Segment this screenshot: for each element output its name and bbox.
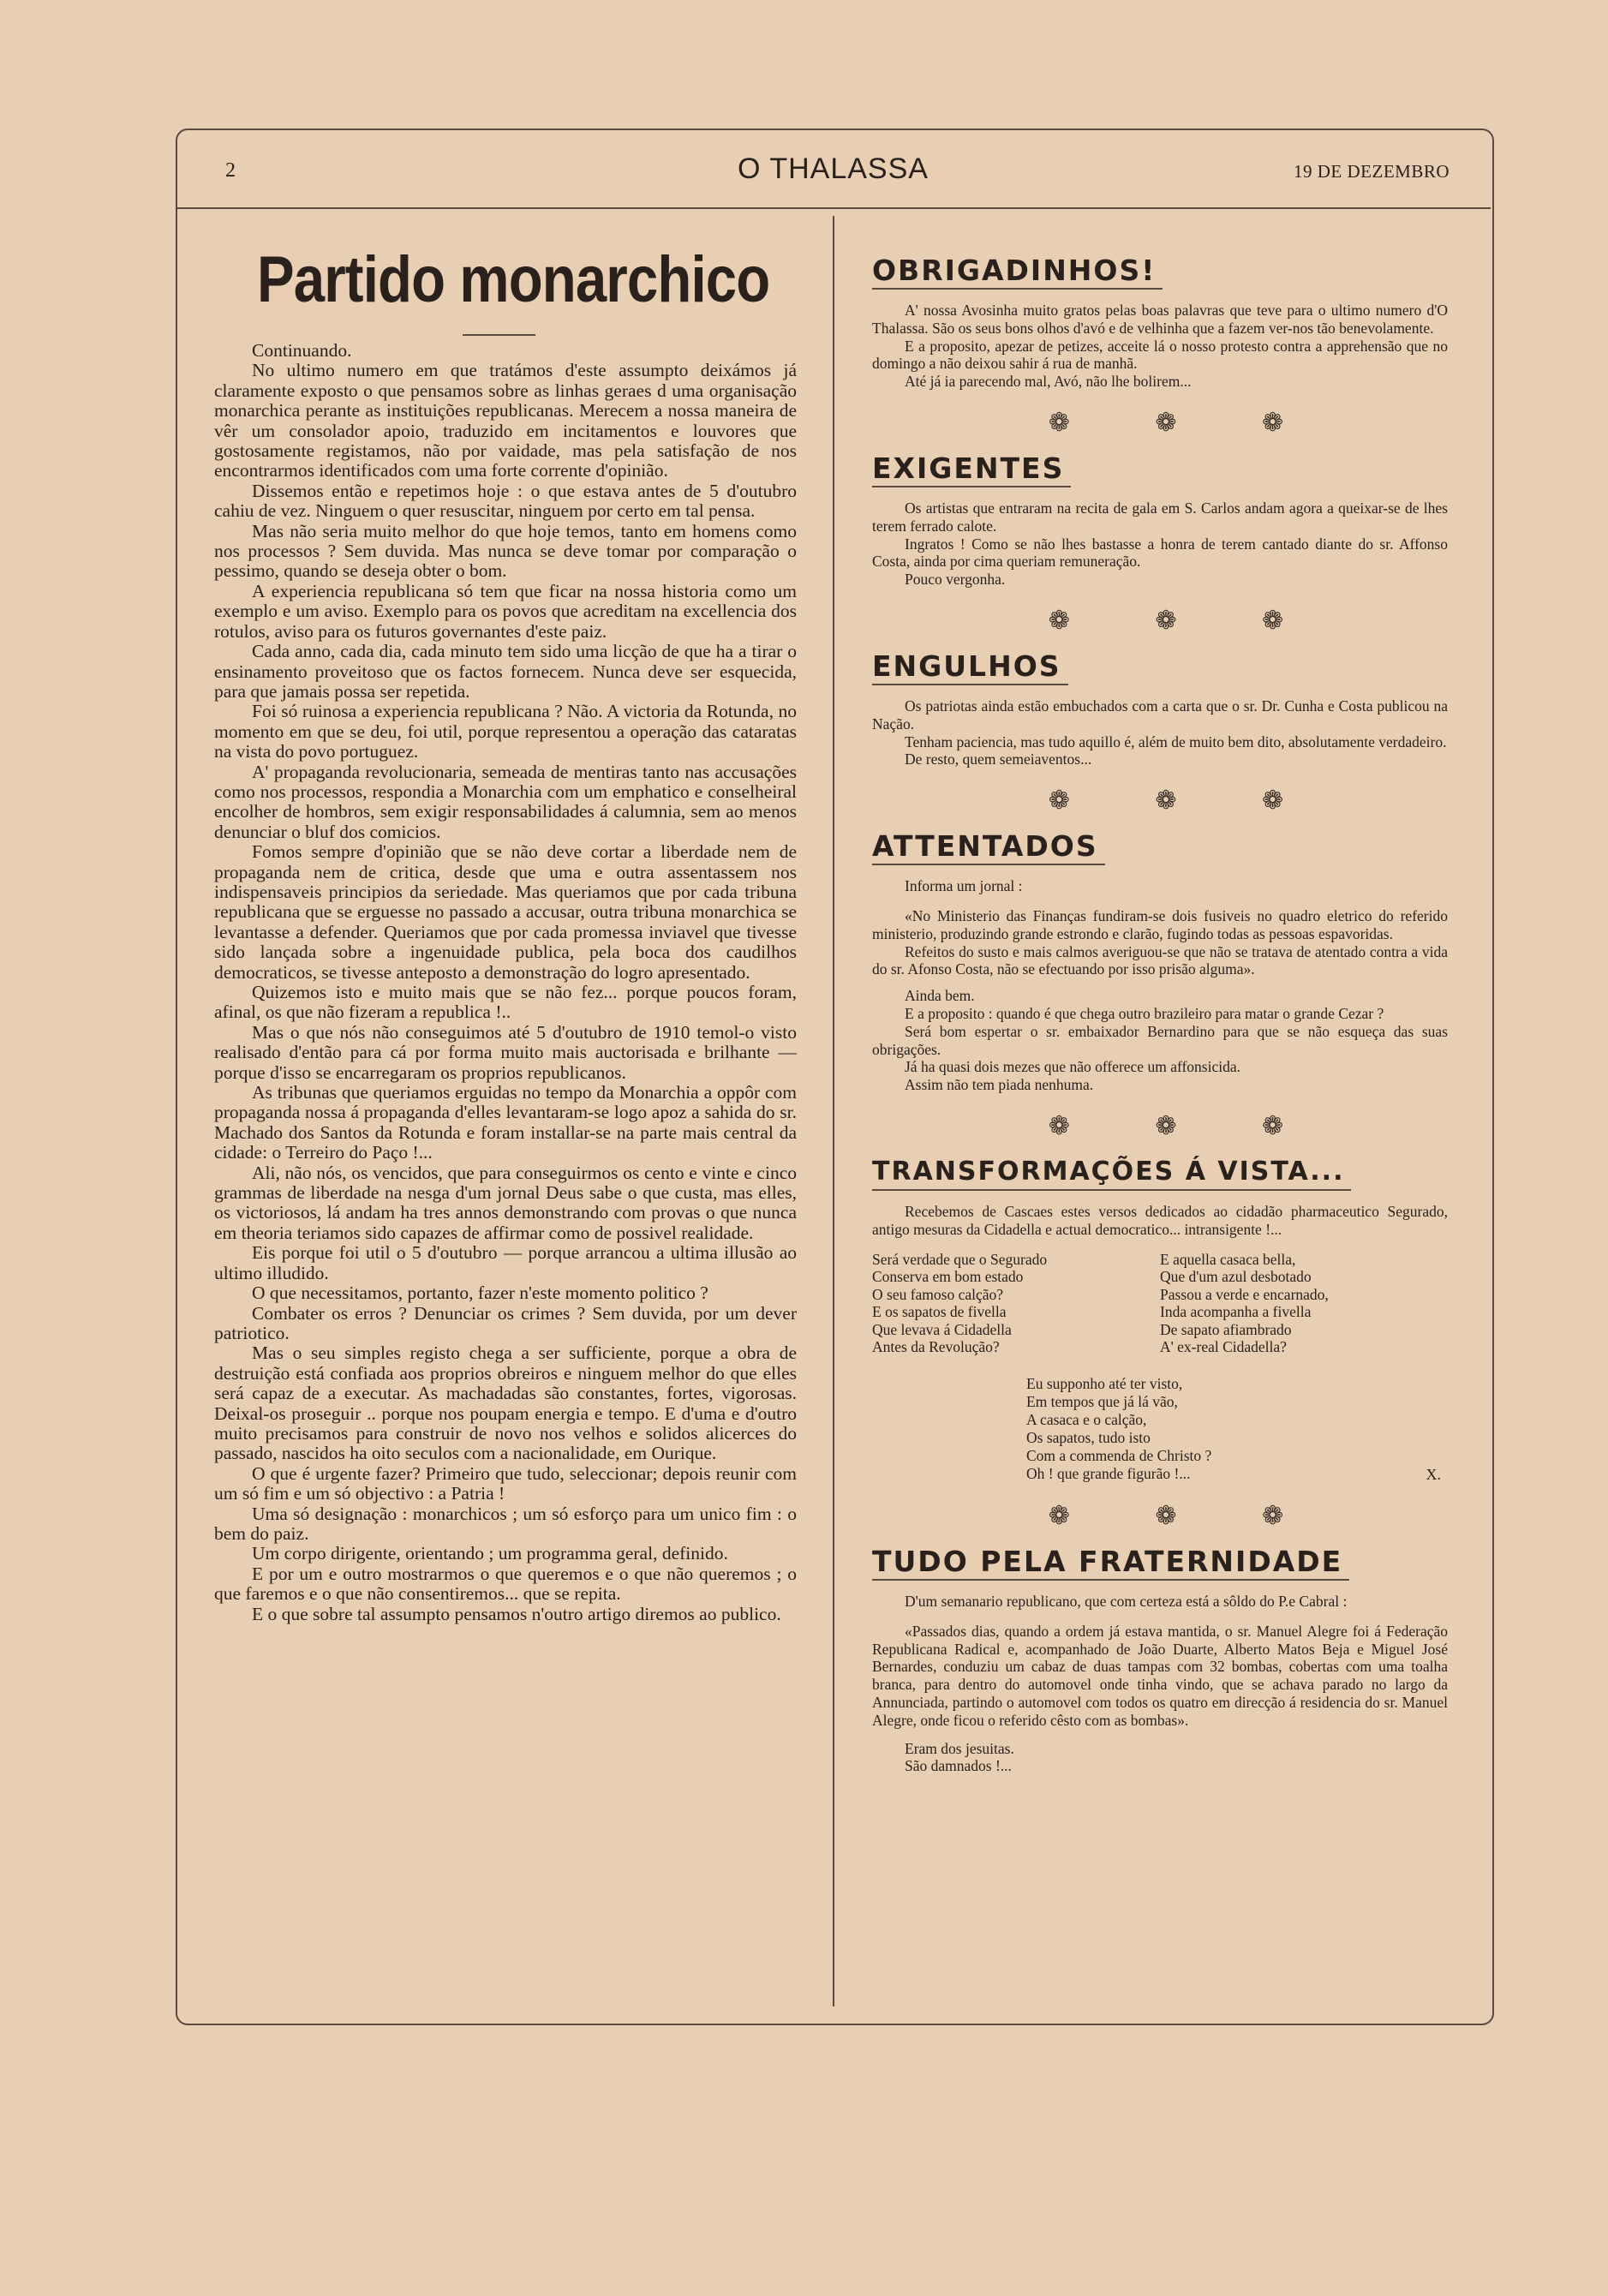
section-paragraph: Os artistas que entraram na recita de gala em S. Carlos andam agora a queixar-se de lhes terem ferrado calote. xyxy=(872,499,1448,535)
section-paragraph: Eram dos jesuitas. xyxy=(905,1739,1014,1757)
article-paragraph: Mas o seu simples registo chega a ser sufficiente, porque a obra de destruição está confiada aos proprios obreiros e ninguem melhor do que elles será capaz de a executar. As machadadas são constantes, fortes, vigorosas. Deixal-os proseguir .. porque nos poupam energia e tempo. E d'uma e d'outro muito precisamos para construir de novo nos velhos e solidos alicerces do passado, nascidos ha oito seculos com a nacionalidade, em Ourique. xyxy=(214,1342,797,1464)
verse-line: Antes da Revolução? xyxy=(872,1338,1000,1356)
article-title: Partido monarchico xyxy=(257,243,770,316)
article-paragraph: Foi só ruinosa a experiencia republicana ? Não. A victoria da Rotunda, no momento em que se deu, foi util, porque representou a operação das cataratas na vista do povo portuguez. xyxy=(214,701,797,762)
section-paragraph: Recebemos de Cascaes estes versos dedicados ao cidadão pharmaceutico Segurado, antigo mesuras da Cidadella e actual democratico... intransigente !... xyxy=(872,1202,1448,1238)
ornament-divider: ❁ ❁ ❁ xyxy=(1048,606,1324,635)
section-paragraph: Já ha quasi dois mezes que não offerece um affonsicida. xyxy=(905,1058,1240,1076)
section-paragraph: Até já ia parecendo mal, Avó, não lhe bolirem... xyxy=(905,373,1192,391)
section-engulhos xyxy=(872,649,1448,768)
section-paragraph: De resto, quem semeiaventos... xyxy=(905,750,1092,768)
ornament-divider: ❁ ❁ ❁ xyxy=(1048,786,1324,816)
title-rule xyxy=(463,334,535,336)
article-paragraph: E o que sobre tal assumpto pensamos n'outro artigo diremos ao publico. xyxy=(252,1603,781,1624)
article-paragraph: A experiencia republicana só tem que ficar na nossa historia como um exemplo e um aviso. Exemplo para os povos que acreditam na excellencia dos rotulos, aviso para os futuros governantes d'este paiz. xyxy=(214,580,797,642)
section-paragraph: Informa um jornal : xyxy=(905,877,1023,895)
section-title: TUDO PELA FRATERNIDADE xyxy=(872,1545,1349,1581)
issue-date: 19 DE DEZEMBRO xyxy=(1294,161,1450,182)
article-body xyxy=(214,341,797,1624)
section-paragraph: D'um semanario republicano, que com certeza está a sôldo do P.e Cabral : xyxy=(905,1593,1348,1611)
verse-line: A' ex-real Cidadella? xyxy=(1160,1338,1287,1356)
verse-line: Que d'um azul desbotado xyxy=(1160,1268,1312,1286)
right-column xyxy=(872,254,1448,2001)
ornament-divider: ❁ ❁ ❁ xyxy=(1048,1502,1324,1531)
section-title: EXIGENTES xyxy=(872,451,1071,487)
section-paragraph: Assim não tem piada nenhuma. xyxy=(905,1076,1094,1094)
article-partido-monarchico xyxy=(214,242,797,2006)
article-paragraph: Uma só designação : monarchicos ; um só esforço para um unico fim : o bem do paiz. xyxy=(214,1503,797,1544)
page-header xyxy=(176,146,1491,209)
section-title: ENGULHOS xyxy=(872,649,1068,685)
article-paragraph: As tribunas que queriamos erguidas no tempo da Monarchia a oppôr com propaganda nossa á propaganda d'elles levantaram-se logo apoz a sahida do sr. Machado dos Santos da Rotunda e foram installar-se na parte mais central da cidade: o Terreiro do Paço !... xyxy=(214,1082,797,1163)
section-attentados xyxy=(872,829,1448,1094)
column-divider xyxy=(833,216,834,2006)
section-paragraph: Refeitos do susto e mais calmos averiguou-se que não se tratava de atentado contra a vida do sr. Afonso Costa, não se efectuando por isso prisão alguma». xyxy=(872,942,1448,978)
article-paragraph: Dissemos então e repetimos hoje : o que estava antes de 5 d'outubro cahiu de vez. Ninguem o quer resuscitar, ninguem por certo em tal pensa. xyxy=(214,480,797,522)
article-paragraph: Cada anno, cada dia, cada minuto tem sido uma licção de que ha a tirar o ensinamento proveitoso que os factos fornecem. Nunca deve ser esquecida, para que jamais possa ser repetida. xyxy=(214,641,797,702)
verse-line: Conserva em bom estado xyxy=(872,1268,1024,1286)
section-fraternidade xyxy=(872,1545,1448,1775)
section-title: ATTENTADOS xyxy=(872,829,1105,865)
verse-right xyxy=(1160,1251,1448,1357)
article-paragraph: Quizemos isto e muito mais que se não fez... porque poucos foram, afinal, os que não fizeram a republica !.. xyxy=(214,982,797,1023)
verse-line: O seu famoso calção? xyxy=(872,1285,1004,1303)
verse-line: Eu supponho até ter visto, xyxy=(1026,1375,1183,1393)
section-paragraph: São damnados !... xyxy=(905,1757,1012,1775)
article-paragraph: E por um e outro mostrarmos o que queremos e o que não queremos ; o que faremos e o que não consentiremos... que se repita. xyxy=(214,1563,797,1605)
verse-line: A casaca e o calção, xyxy=(1026,1411,1147,1429)
article-paragraph: A' propaganda revolucionaria, semeada de mentiras tanto nas accusações como nos processos, respondia a Monarchia com um emphatico e conselheiral encolher de hombros, sem exigir responsabilidades á calumnia, sem ao menos denunciar o bluf dos comicios. xyxy=(214,761,797,842)
article-paragraph: Combater os erros ? Denunciar os crimes ? Sem duvida, por um dever patriotico. xyxy=(214,1302,797,1343)
section-title: OBRIGADINHOS! xyxy=(872,254,1163,290)
section-paragraph: «No Ministerio das Finanças fundiram-se dois fusiveis no quadro eletrico do referido ministerio, produzindo grande estrondo e clarão, fugindo todas as pessoas espavoridas. xyxy=(872,906,1448,942)
section-obrigadinhos xyxy=(872,254,1448,391)
verse-signature: X. xyxy=(1426,1466,1441,1484)
section-paragraph: E a proposito : quando é que chega outro brazileiro para matar o grande Cezar ? xyxy=(905,1004,1384,1022)
article-paragraph: O que necessitamos, portanto, fazer n'este momento politico ? xyxy=(252,1283,708,1304)
verse-line: E aquella casaca bella, xyxy=(1160,1250,1296,1268)
section-paragraph: Ingratos ! Como se não lhes bastasse a honra de terem cantado diante do sr. Affonso Costa, ainda por cima queriam remuneração. xyxy=(872,535,1448,571)
verse-line: Em tempos que já lá vão, xyxy=(1026,1393,1178,1411)
masthead: O THALASSA xyxy=(738,152,929,185)
verse-left xyxy=(872,1251,1160,1357)
article-paragraph: Eis porque foi util o 5 d'outubro — porque arrancou a ultima illusão ao ultimo illudido. xyxy=(214,1242,797,1283)
article-paragraph: Um corpo dirigente, orientando ; um programma geral, definido. xyxy=(252,1543,728,1564)
verse-line: Com a commenda de Christo ? xyxy=(1026,1447,1212,1465)
section-paragraph: A' nossa Avosinha muito gratos pelas boas palavras que teve para o ultimo numero d'O Thalassa. São os seus bons olhos d'avó e de velhinha que a fazem ver-nos tão benevolamente. xyxy=(872,302,1448,337)
article-paragraph: Ali, não nós, os vencidos, que para conseguirmos os cento e vinte e cinco grammas de liberdade na nesga d'um jornal Deus sabe o que custa, mas elles, os victoriosos, lá andam ha tres annos demonstrando com provas o que nunca em theoria teriamos sido capazes de affirmar como de possivel realidade. xyxy=(214,1162,797,1243)
section-exigentes xyxy=(872,451,1448,589)
section-paragraph: Será bom espertar o sr. embaixador Bernardino para que se não esqueça das suas obrigações. xyxy=(872,1022,1448,1058)
article-paragraph: Mas não seria muito melhor do que hoje temos, tanto em homens como nos processos ? Sem duvida. Mas nunca se deve tomar por comparação o pessimo, quando se deseja obter o bom. xyxy=(214,520,797,582)
section-paragraph: «Passados dias, quando a ordem já estava mantida, o sr. Manuel Alegre foi á Federação Republicana Radical e, acompanhado de João Duarte, Alberto Matos Beja e Miguel José Bernardes, conduziu um cabaz de duas tampas com 32 bombas, cobertas com uma toalha branca, para dentro do automovel onde tinha vindo, que se achava parado no largo da Annunciada, partindo o automovel com todos os quatro em direcção á residencia do sr. Manuel Alegre, onde ficou o referido cêsto com as bombas». xyxy=(872,1622,1448,1729)
ornament-divider: ❁ ❁ ❁ xyxy=(1048,408,1324,437)
verse-stanzas xyxy=(872,1251,1448,1357)
section-paragraph: E a proposito, apezar de petizes, acceite lá o nosso protesto contra a apprehensão que no domingo a não deixou sahir á rua de manhã. xyxy=(872,337,1448,373)
section-paragraph: Os patriotas ainda estão embuchados com a carta que o sr. Dr. Cunha e Costa publicou na Nação. xyxy=(872,697,1448,732)
article-paragraph: Fomos sempre d'opinião que se não deve cortar a liberdade nem de propaganda nem de critica, desde que uma e outra assentassem nos indispensaveis principios da seriedade. Mas queriamos que por cada tribuna republicana que se erguesse no passado a accusar, outra tribuna monarchica se levantasse a defender. Queriamos que por cada promessa inviavel que tivesse sido lançada sobre a ingenuidade publica, pela boca dos caudilhos democraticos, se tivesse anteposto a demonstração do logro apresentado. xyxy=(214,841,797,983)
page-number: 2 xyxy=(225,159,236,182)
verse-line: Que levava á Cidadella xyxy=(872,1320,1012,1338)
article-paragraph: O que é urgente fazer? Primeiro que tudo, seleccionar; depois reunir com um só fim e um só objectivo : a Patria ! xyxy=(214,1462,797,1504)
section-paragraph: Tenham paciencia, mas tudo aquillo é, além de muito bem dito, absolutamente verdadeiro. xyxy=(905,732,1447,750)
verse-line: Oh ! que grande figurão !... xyxy=(1026,1465,1191,1483)
verse-line: Passou a verde e encarnado, xyxy=(1160,1285,1329,1303)
verse-line: E os sapatos de fivella xyxy=(872,1303,1007,1321)
ornament-divider: ❁ ❁ ❁ xyxy=(1048,1111,1324,1140)
section-paragraph: Ainda bem. xyxy=(905,987,975,1005)
verse-line: Será verdade que o Segurado xyxy=(872,1250,1048,1268)
article-paragraph: No ultimo numero em que tratámos d'este assumpto deixámos já claramente exposto o que pensamos sobre as linhas geraes d uma organisação monarchica perante as instituições republicanas. Merecem a nossa maneira de vêr um consolador apoio, traduzido em incitamentos e louvores que gostosamente registamos, não por vaidade, mas pela satisfação de nos encontrarmos identificados com uma forte corrente d'opinião. xyxy=(214,360,797,481)
section-paragraph: Pouco vergonha. xyxy=(905,571,1006,589)
article-paragraph: Continuando. xyxy=(252,340,352,361)
article-paragraph: Mas o que nós não conseguimos até 5 d'outubro de 1910 temol-o visto realisado d'então para cá por forma muito mais auctorisada e brilhante — porque d'isso se encarregaram os proprios republicanos. xyxy=(214,1021,797,1083)
section-title: TRANSFORMAÇÕES Á VISTA... xyxy=(872,1155,1351,1191)
section-transformacoes xyxy=(872,1155,1448,1484)
verse-line: De sapato afiambrado xyxy=(1160,1320,1292,1338)
verse-line: Os sapatos, tudo isto xyxy=(1026,1429,1151,1447)
verse-line: Inda acompanha a fivella xyxy=(1160,1303,1312,1321)
